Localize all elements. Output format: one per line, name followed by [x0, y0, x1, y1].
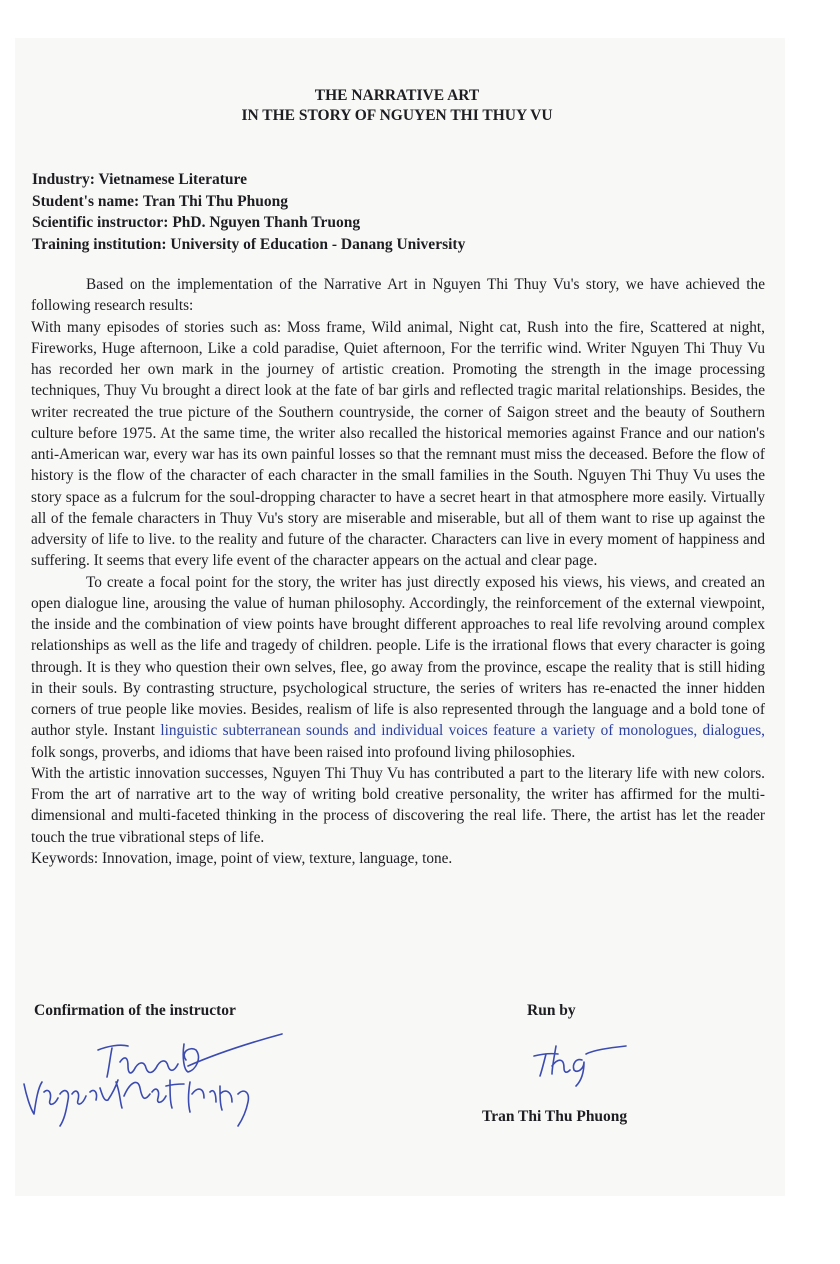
paragraph-4: With the artistic innovation successes, Nguyen Thi Thuy Vu has contributed a part to the literary life with new colors. From the art of narrative art to the way of writing bold creative personality, the writer has affirmed for the multi-dimensional and multi-faceted thinking in the process of discovering the real life. There, the artist has let the reader touch the true vibrational steps of life.: [31, 764, 765, 846]
paragraph-2: With many episodes of stories such as: Moss frame, Wild animal, Night cat, Rush into the fire, Scattered at night, Fireworks, Huge afternoon, Like a cold paradise, Quiet afternoon, For the terrific wind. Writer Nguyen Thi Thuy Vu has recorded her own mark in the journey of artistic creation. Promoting the strength in the image processing techniques, Thuy Vu brought a direct look at the fate of bar girls and reflected tragic marital relationships. Besides, the writer recreated the true picture of the Southern countryside, the corner of Saigon street and the beauty of Southern culture before 1975. At the same time, the writer also recalled the historical memories against France and our nation's anti-American war, every war has its own painful losses so that the remnant must miss the deceased. Before the flow of history is the flow of the character of each character in the small families in the South. Nguyen Thi Thuy Vu uses the story space as a fulcrum for the soul-dropping character to have a secret heart in that atmosphere more easily. Virtually all of the female characters in Thuy Vu's story are miserable and miserable, but all of them want to rise up against the adversity of life to live. to the reality and future of the character. Characters can live in every moment of happiness and suffering. It seems that every life event of the character appears on the actual and clear page.: [31, 318, 765, 570]
paragraph-3-start: To create a focal point for the story, the writer has just directly exposed his views, his views, and created an open dialogue line, arousing the value of human philosophy. Accordingly, the reinforcement of the external viewpoint, the inside and the combination of view points have brought different approaches to real life revolving around complex relationships as well as the life and tragedy of children. people. Life is the irrational flows that every character is going through. It is they who question their own selves, flee, go away from the province, escape the reality that is still hiding in their souls. By contrasting structure, psychological structure, the series of writers has re-enacted the inner hidden corners of true people like movies. Besides, realism of life is also represented through the language and a bold tone of author style. Instant: [31, 573, 765, 740]
title-line-1: THE NARRATIVE ART: [314, 87, 480, 104]
title-line-2: IN THE STORY OF NGUYEN THI THUY VU: [241, 107, 553, 124]
abstract-body: [31, 274, 765, 869]
meta-industry: Industry: Vietnamese Literature: [32, 171, 247, 188]
instructor-confirmation-label: Confirmation of the instructor: [34, 1002, 236, 1019]
meta-student-name: Student's name: Tran Thi Thu Phuong: [32, 192, 288, 210]
student-signature: [530, 1040, 640, 1090]
metadata-block: [32, 169, 772, 255]
paragraph-3-end: folk songs, proverbs, and idioms that have been raised into profound living philosophies.: [31, 743, 576, 761]
student-signature-name: Tran Thi Thu Phuong: [482, 1108, 628, 1125]
paragraph-1: Based on the implementation of the Narrative Art in Nguyen Thi Thuy Vu's story, we have achieved the following research results:: [31, 276, 765, 315]
keywords: Keywords: Innovation, image, point of view, texture, language, tone.: [31, 849, 453, 867]
meta-instructor: Scientific instructor: PhD. Nguyen Thanh Truong: [32, 214, 361, 231]
document-title: [0, 86, 794, 126]
run-by-label: Run by: [527, 1002, 576, 1019]
meta-institution: Training institution: University of Education - Danang University: [32, 235, 466, 253]
paragraph-3: [31, 572, 765, 763]
instructor-signature: [20, 1022, 290, 1130]
paragraph-3-highlight: linguistic subterranean sounds and individual voices feature a variety of monologues, dialogues,: [160, 722, 766, 740]
